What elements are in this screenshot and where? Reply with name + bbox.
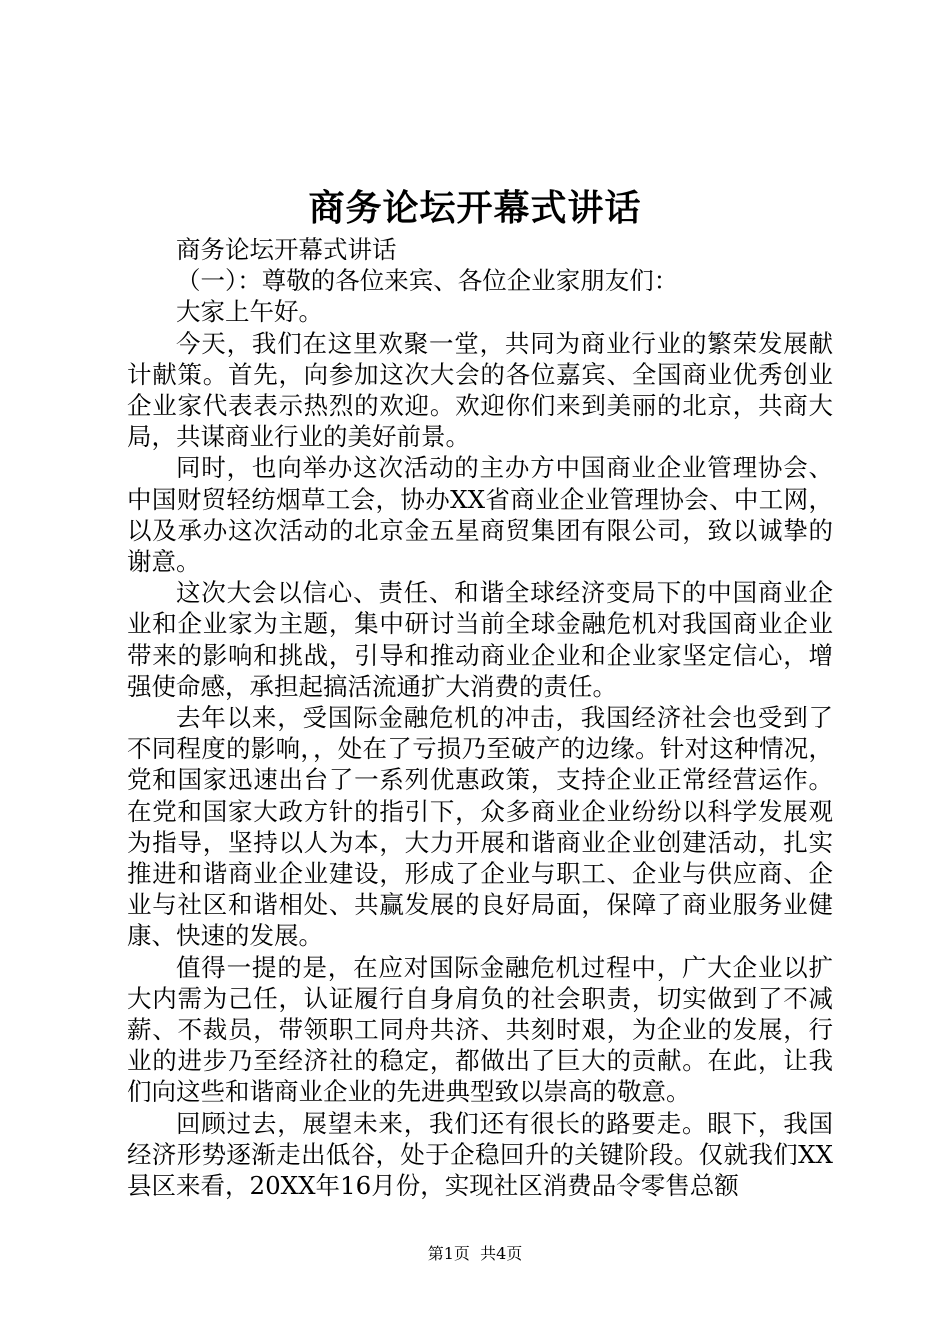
paragraph: 去年以来，受国际金融危机的冲击，我国经济社会也受到了不同程度的影响，，处在了亏损乃至破产的边缘。针对这种情况，党和国家迅速出台了一系列优惠政策，支持企业正常经营运作。在党和国家大政方针的指引下，众多商业企业纷纷以科学发展观为指导，坚持以人为本，大力开展和谐商业企业创建活动，扎实推进和谐商业企业建设，形成了企业与职工、企业与供应商、企业与社区和谐相处、共赢发展的良好局面，保障了商业服务业健康、快速的发展。 (127, 703, 833, 951)
paragraph: 今天，我们在这里欢聚一堂，共同为商业行业的繁荣发展献计献策。首先，向参加这次大会的各位嘉宾、全国商业优秀创业企业家代表表示热烈的欢迎。欢迎你们来到美丽的北京，共商大局，共谋商业行业的美好前景。 (127, 328, 833, 452)
paragraph-greeting: 大家上午好。 (176, 297, 323, 327)
paragraph: 值得一提的是，在应对国际金融危机过程中，广大企业以扩大内需为己任，认证履行自身肩负的社会职责，切实做到了不减薪、不裁员，带领职工同舟共济、共刻时艰，为企业的发展，行业的进步乃至经济社的稳定，都做出了巨大的贡献。在此，让我们向这些和谐商业企业的先进典型致以崇高的敬意。 (127, 952, 833, 1107)
document-title: 商务论坛开幕式讲话 (308, 187, 642, 229)
document-body (127, 234, 833, 1201)
paragraph: 同时，也向举办这次活动的主办方中国商业企业管理协会、中国财贸轻纺烟草工会，协办XX省商业企业管理协会、中工网，以及承办这次活动的北京金五星商贸集团有限公司，致以诚挚的谢意。 (127, 453, 833, 577)
paragraph-salutation: （一）：尊敬的各位来宾、各位企业家朋友们： (176, 266, 679, 296)
page-number-footer: 第1页 共4页 (427, 1244, 523, 1263)
paragraph-subtitle: 商务论坛开幕式讲话 (176, 235, 397, 264)
paragraph: 回顾过去，展望未来，我们还有很长的路要走。眼下，我国经济形势逐渐走出低谷，处于企稳回升的关键阶段。仅就我们XX县区来看，20XX年16月份，实现社区消费品令零售总额 (127, 1108, 833, 1201)
paragraph: 这次大会以信心、责任、和谐全球经济变局下的中国商业企业和企业家为主题，集中研讨当前全球金融危机对我国商业企业带来的影响和挑战，引导和推动商业企业和企业家坚定信心，增强使命感，承担起搞活流通扩大消费的责任。 (127, 578, 833, 701)
